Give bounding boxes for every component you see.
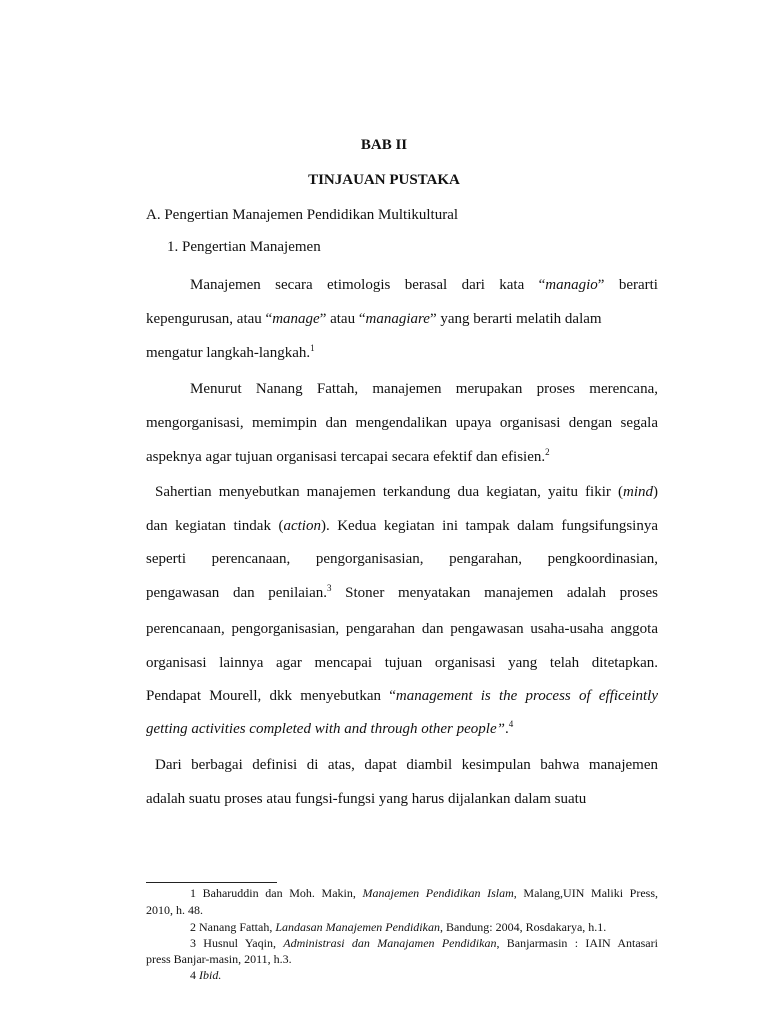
paragraph-3-line-8: getting activities completed with and through other people”.$^4$ <box>146 719 514 737</box>
paragraph-1-line-3: mengatur langkah-langkah.$^1$ <box>146 343 315 361</box>
footnote-1-line-1: 1 Baharuddin dan Moh. Makin, Manajemen Pendidikan Islam, Malang,UIN Maliki Press, <box>190 886 659 900</box>
chapter-heading: BAB II <box>360 137 408 153</box>
paragraph-3-line-5: perencanaan, pengorganisasian, pengarahan dan pengawasan usaha-usaha anggota <box>146 621 658 637</box>
paragraph-1-line-2: kepengurusan, atau “manage” atau “managiare” yang berarti melatih dalam <box>146 311 602 327</box>
paragraph-2-line-3: aspeknya agar tujuan organisasi tercapai secara efektif dan efisien.$^2$ <box>146 447 550 465</box>
paragraph-4-line-1: Dari berbagai definisi di atas, dapat diambil kesimpulan bahwa manajemen <box>155 757 658 773</box>
chapter-title: TINJAUAN PUSTAKA <box>308 172 460 188</box>
footnote-separator <box>146 882 277 883</box>
footnote-1-line-2: 2010, h. 48. <box>146 903 203 917</box>
footnote-3-line-2: press Banjar-masin, 2011, h.3. <box>146 952 292 966</box>
paragraph-3-line-2: dan kegiatan tindak (action). Kedua kegiatan ini tampak dalam fungsifungsinya <box>146 518 658 534</box>
paragraph-2-line-1: Menurut Nanang Fattah, manajemen merupakan proses merencana, <box>190 381 658 397</box>
paragraph-4-line-2: adalah suatu proses atau fungsi-fungsi yang harus dijalankan dalam suatu <box>146 791 587 807</box>
paragraph-3-line-7: Pendapat Mourell, dkk menyebutkan “management is the process of efficeintly <box>146 688 658 704</box>
subsection-heading: 1. Pengertian Manajemen <box>167 239 321 255</box>
section-heading: A. Pengertian Manajemen Pendidikan Multikultural <box>146 207 459 223</box>
paragraph-3-line-1: Sahertian menyebutkan manajemen terkandung dua kegiatan, yaitu fikir (mind) <box>155 484 658 500</box>
paragraph-3-line-4: pengawasan dan penilaian.$^3$ Stoner menyatakan manajemen adalah proses <box>146 583 659 601</box>
footnote-2: 2 Nanang Fattah, Landasan Manajemen Pendidikan, Bandung: 2004, Rosdakarya, h.1. <box>190 920 607 934</box>
paragraph-3-line-3: seperti perencanaan, pengorganisasian, pengarahan, pengkoordinasian, <box>146 551 658 567</box>
footnote-3-line-1: 3 Husnul Yaqin, Administrasi dan Manajamen Pendidikan, Banjarmasin : IAIN Antasari <box>190 936 658 950</box>
paragraph-2-line-2: mengorganisasi, memimpin dan mengendalikan upaya organisasi dengan segala <box>146 415 658 431</box>
footnote-ref-2: 2 <box>545 447 550 457</box>
paragraph-1-line-1: Manajemen secara etimologis berasal dari kata “managio” berarti <box>190 277 658 293</box>
footnote-ref-3: 3 <box>327 583 332 593</box>
footnote-ref-1: 1 <box>310 343 315 353</box>
footnote-4: 4 Ibid. <box>190 968 222 982</box>
paragraph-3-line-6: organisasi lainnya agar mencapai tujuan organisasi yang telah ditetapkan. <box>146 655 658 671</box>
footnote-ref-4: 4 <box>508 719 514 729</box>
